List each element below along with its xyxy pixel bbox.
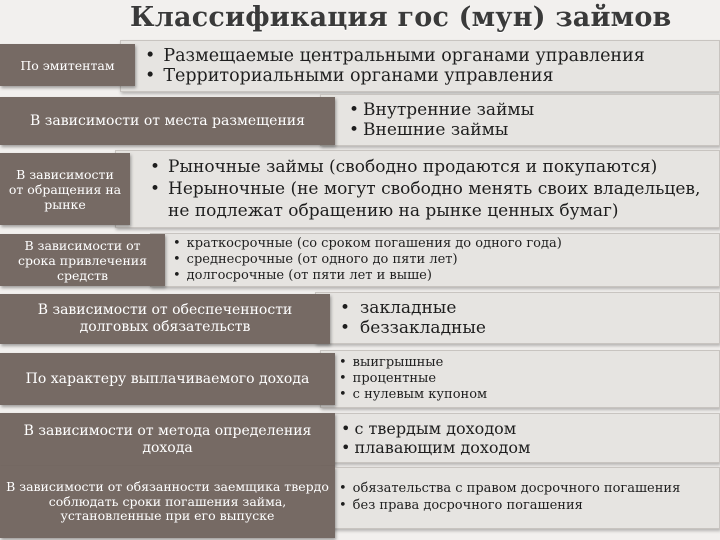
- category-label-income-type: По характеру выплачиваемого дохода: [0, 353, 335, 405]
- list-item: • процентные: [339, 370, 437, 386]
- items-panel-income-type: [320, 350, 720, 408]
- bullet-icon: •: [339, 370, 347, 386]
- items-panel-redemption: [320, 467, 720, 529]
- bullet-icon: •: [150, 178, 161, 199]
- category-label-circulation: В зависимости от обращения на рынке: [0, 153, 130, 225]
- list-item: • долгосрочные (от пяти лет и выше): [173, 268, 432, 284]
- category-label-income-method: В зависимости от метода определения дохода: [0, 413, 335, 467]
- bullet-icon: •: [173, 268, 181, 284]
- items-panel-placement: [320, 94, 720, 146]
- bullet-icon: •: [340, 318, 351, 338]
- bullet-icon: •: [349, 100, 360, 120]
- category-label-term: В зависимости от срока привлечения средств: [0, 234, 165, 286]
- items-panel-security: [315, 292, 720, 344]
- bullet-icon: •: [339, 387, 347, 403]
- bullet-icon: •: [349, 120, 360, 140]
- list-item: • выигрышные: [339, 354, 444, 370]
- category-label-placement: В зависимости от места размещения: [0, 97, 335, 145]
- list-item: • Внешние займы: [349, 120, 509, 140]
- list-item: • закладные: [340, 298, 457, 318]
- list-item: • с твердым доходом: [341, 419, 517, 438]
- list-item: • обязательства с правом досрочного погашения: [339, 481, 681, 497]
- items-panel-circulation: [115, 150, 720, 228]
- list-item: • Территориальными органами управления: [145, 66, 554, 86]
- bullet-icon: •: [340, 298, 351, 318]
- bullet-icon: •: [173, 251, 181, 267]
- bullet-icon: •: [341, 419, 351, 438]
- items-panel-issuers: [120, 40, 720, 92]
- list-item: • краткосрочные (со сроком погашения до одного года): [173, 235, 562, 251]
- bullet-icon: •: [339, 354, 347, 370]
- list-item: • Размещаемые центральными органами управления: [145, 46, 645, 66]
- list-item: • Рыночные займы (свободно продаются и покупаются): [150, 156, 658, 177]
- bullet-icon: •: [145, 46, 156, 66]
- list-item: • плавающим доходом: [341, 438, 531, 457]
- category-label-issuers: По эмитентам: [0, 44, 135, 86]
- category-label-security: В зависимости от обеспеченности долговых обязательств: [0, 294, 330, 344]
- list-item: • Внутренние займы: [349, 100, 535, 120]
- items-panel-term: [150, 233, 720, 287]
- page-title: Классификация гос (мун) займов: [130, 2, 672, 33]
- list-item: • Нерыночные (не могут свободно менять своих владельцев, не подлежат обращению на рынке ценных бумаг): [150, 178, 701, 222]
- bullet-icon: •: [145, 66, 156, 86]
- list-item: • без права досрочного погашения: [339, 498, 583, 513]
- bullet-icon: •: [341, 438, 351, 457]
- items-panel-income-method: [320, 413, 720, 463]
- bullet-icon: •: [150, 156, 161, 177]
- bullet-icon: •: [339, 498, 347, 513]
- list-item: • среднесрочные (от одного до пяти лет): [173, 251, 458, 267]
- bullet-icon: •: [339, 481, 347, 497]
- category-label-redemption: В зависимости от обязанности заемщика твердо соблюдать сроки погашения займа, установленные при его выпуске: [0, 466, 335, 538]
- list-item: • с нулевым купоном: [339, 387, 488, 403]
- list-item: • беззакладные: [340, 318, 486, 338]
- bullet-icon: •: [173, 235, 181, 251]
